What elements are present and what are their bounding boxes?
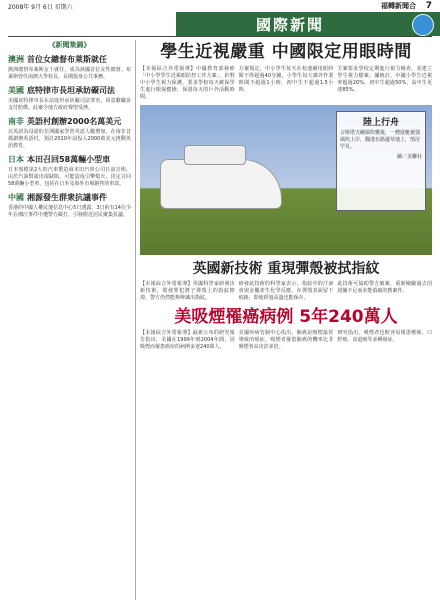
digest-item [8,193,131,219]
divider [8,36,432,37]
story3-col: 研究指出，吸煙者也較容易罹患喉癌、口腔癌、食道癌等多種癌症。 [337,330,433,343]
page-number: 7 [425,1,432,11]
digest-item [8,117,131,150]
item-body: 香港的中國人權民運信息中心5日透露，3日約有14位少年在湘江事件中遭警方毆打，引發附近居民聚集抗議。 [8,205,131,218]
story2-headline: 英國新技術 重現彈殼被拭指紋 [192,261,380,277]
story2-col: 此技術可協助警方破案，重新檢驗過去因證據不足而未能偵破的舊案件。 [337,281,433,294]
yacht-image [160,159,282,209]
story1-col: 方案規定，中小學生每天在校連續用眼時間不得超過40分鐘，小學生每天課外作業時間不超過1小時，初中生不超過1.5小時。 [238,66,334,93]
story3-col: 【本報綜合外電報導】最新公布的研究報告指出，美國在1999年到2004年間，因吸煙而罹患癌症的病例多達240萬人。 [140,330,235,350]
section-title: 國際新聞 [256,16,325,34]
story3-col: 美國疾病管制中心指出，肺癌是吸煙最常導致的癌症，吸煙者罹患肺癌的機率比非吸煙者高出許多倍。 [238,330,334,350]
item-location: 日本 [8,155,24,164]
news-digest-sidebar [8,40,136,600]
item-body: 美國底特律市長在法庭坦承妨礙司法罪名，同意辭職並支付賠償。此案令地方政府聲望受挫。 [8,98,131,111]
section-header [176,12,440,36]
news-photo [140,105,432,255]
sidebar-title: 《新聞集錦》 [48,41,91,49]
item-body: 以英語為母語的非洲國家學習英語人數增加，在南非首都創辦英語村，預計2010年前投入2000萬美元推動英語教育。 [8,129,131,149]
story3-body [140,330,432,351]
item-location: 美國 [8,86,24,95]
story1-headline: 學生近視嚴重 中國限定用眼時間 [160,42,412,62]
digest-item [8,155,131,188]
caption-title: 陸上行舟 [362,118,399,128]
item-title: 首位女總督布萊斯就任 [27,55,107,64]
item-body: 日本規模第2大的汽車製造商本田汽車公司日前宣佈，由於汽油幫浦出現缺陷，可能造成引擎熄火，決定召回58萬輛小型車，包括在日本及海外市場銷售的車款。 [8,167,131,187]
story2-body [140,281,432,302]
item-title: 底特律市長坦承妨礙司法 [27,86,115,95]
digest-item [8,55,131,81]
item-title: 本田召回58萬輛小型車 [27,155,111,164]
story1-col: 【本報綜合外電報導】中國教育部發佈「中小學學生近視眼防控工作方案」，針對中小學生視力保護，要求學校每天確保學生進行眼保健操，保證每天的戶外活動時間。 [140,66,235,100]
story2-col: 研發此技術的科學家表示，指紋中的汗液會與金屬產生化學反應，在彈殼表面留下痕跡，即使經過高溫也能保存。 [238,281,334,301]
item-location: 中國 [8,193,24,202]
issue-date: 2008年 9月 6日 星期六 [8,4,73,11]
item-title: 英語村創辦2000名萬美元 [27,117,122,126]
story2-col: 【本報綜合外電報導】英國科學家研發出新技術，即使罪犯將子彈殼上的指紋擦掉，警方仍然能夠辨識出指紋。 [140,281,235,301]
item-location: 南非 [8,117,24,126]
story1-body [140,66,432,101]
globe-icon [412,14,434,36]
photo-credit: 圖／美聯社 [396,154,422,160]
item-location: 澳洲 [8,55,24,64]
digest-item [8,86,131,112]
brand-name: 福轉新聞合 [381,2,416,10]
caption-body: 古斯塔夫颶風吹襲後，一艘遊艇被強風吹上岸，擱淺在路邊草地上，情況罕見。 [340,130,421,150]
item-body: 澳洲總督布萊斯女士就任，成為該國首位女性總督。布萊斯曾任南澳大學校長，長期投身公共事務。 [8,67,131,80]
story3-headline: 美吸煙罹癌病例 5年240萬人 [174,307,398,327]
main-column [140,40,432,351]
item-title: 湘源發生群衆抗議事件 [27,193,107,202]
photo-caption [336,111,426,211]
story1-col: 方案要求學校定期進行視力檢查，並建立學生視力檔案。據統計，中國小學生近視率超過20%，初中生超過50%，高中生更達85%。 [337,66,433,93]
